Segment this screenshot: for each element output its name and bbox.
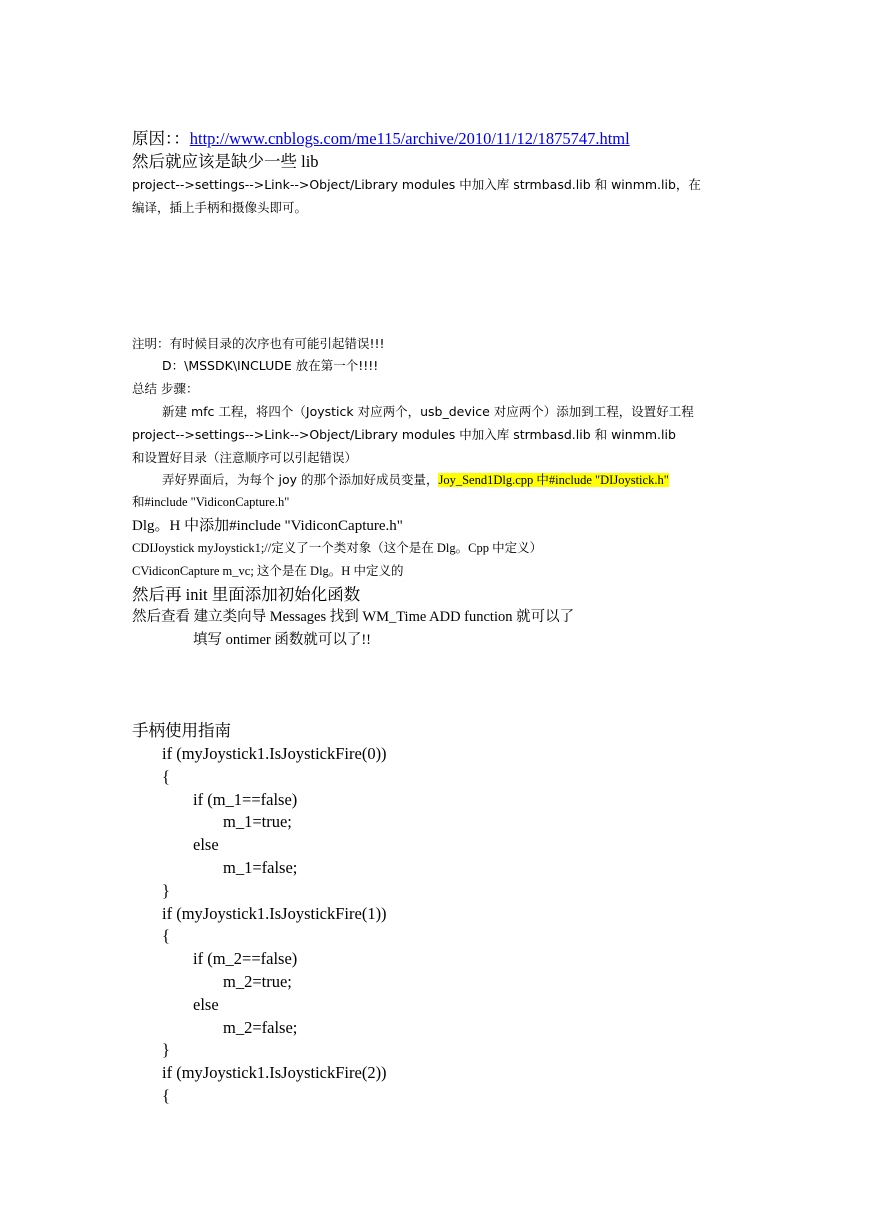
missing-lib-line: 然后就应该是缺少一些 lib	[132, 152, 319, 171]
step1-dir-line: 和设置好目录（注意顺序可以引起错误）	[132, 450, 358, 465]
step2-highlight: Joy_Send1Dlg.cpp 中#include "DIJoystick.h"	[438, 473, 669, 487]
code-line: m_1=true;	[223, 812, 292, 832]
reason-line	[132, 129, 630, 149]
code-line: }	[162, 1040, 170, 1060]
code-line: m_2=false;	[223, 1017, 298, 1037]
code-line: if (m_1==false)	[193, 789, 298, 809]
step2-post-line: 和#include "VidiconCapture.h"	[132, 495, 290, 509]
step1-link-line: project-->settings-->Link-->Object/Library modules 中加入库 strmbasd.lib 和 winmm.lib	[132, 427, 676, 442]
link-setting-line-1: project-->settings-->Link-->Object/Library modules 中加入库 strmbasd.lib 和 winmm.lib，在	[132, 177, 701, 192]
link-setting-line-2: 编译，插上手柄和摄像头即可。	[132, 200, 308, 215]
cvidicon-line: CVidiconCapture m_vc; 这个是在 Dlg。H 中定义的	[132, 564, 404, 578]
view-line: 然后查看 建立类向导 Messages 找到 WM_Time ADD function 就可以了	[132, 609, 575, 625]
code-line: {	[162, 766, 170, 786]
code-line: if (myJoystick1.IsJoystickFire(2))	[162, 1063, 387, 1083]
code-line: if (m_2==false)	[193, 949, 298, 969]
init-line: 然后再 init 里面添加初始化函数	[132, 585, 361, 604]
code-line: else	[193, 994, 219, 1014]
reason-link[interactable]: http://www.cnblogs.com/me115/archive/2010/11/12/1875747.html	[189, 129, 630, 148]
ontimer-line: 填写 ontimer 函数就可以了!!	[193, 632, 372, 648]
code-line: if (myJoystick1.IsJoystickFire(0))	[162, 744, 387, 763]
include-path-line: D：\MSSDK\INCLUDE 放在第一个!!!!	[162, 358, 379, 373]
code-line: }	[162, 880, 170, 900]
code-line: else	[193, 835, 219, 855]
code-line: if (myJoystick1.IsJoystickFire(1))	[162, 903, 387, 923]
step2-line	[162, 472, 669, 488]
code-line: m_1=false;	[223, 858, 298, 877]
step1-line: 新建 mfc 工程，将四个（Joystick 对应两个，usb_device 对应两个）添加到工程，设置好工程	[162, 404, 694, 419]
code-line: m_2=true;	[223, 972, 292, 991]
code-line: {	[162, 926, 170, 946]
guide-title: 手柄使用指南	[132, 721, 231, 740]
reason-label: 原因：：	[132, 129, 190, 148]
code-line: {	[162, 1086, 170, 1105]
note-line: 注明：有时候目录的次序也有可能引起错误!!!	[132, 336, 385, 351]
cdijoystick-line: CDIJoystick myJoystick1;//定义了一个类对象（这个是在 Dlg。Cpp 中定义）	[132, 541, 543, 555]
step2-pre: 弄好界面后，为每个 joy 的那个添加好成员变量，	[162, 472, 439, 487]
dlg-h-line: Dlg。H 中添加#include "VidiconCapture.h"	[132, 518, 403, 534]
summary-line: 总结 步骤：	[132, 381, 199, 396]
